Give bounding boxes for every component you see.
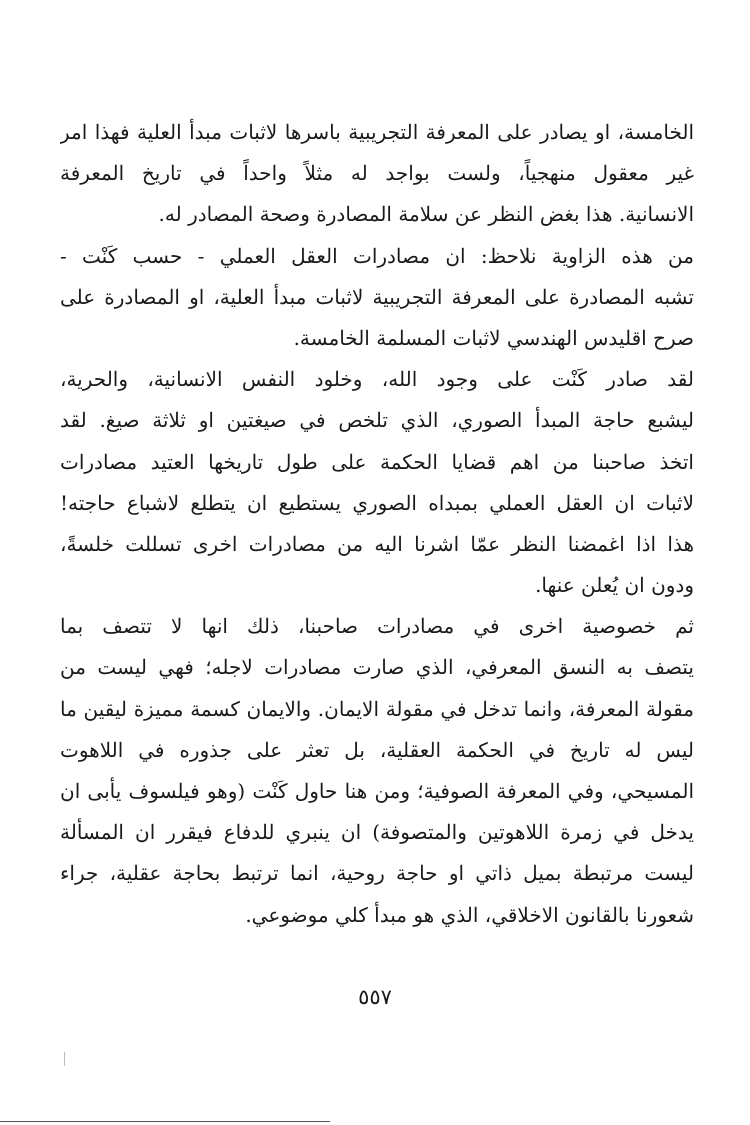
text-line: لقد صادر كَنْت على وجود الله، وخلود النفس الانسانية، والحرية، xyxy=(60,367,694,392)
text-line: ليس له تاريخ في الحكمة العقلية، بل تعثر على جذوره في اللاهوت xyxy=(60,737,694,762)
text-line: يدخل في زمرة اللاهوتين والمتصوفة) ان ينبري للدفاع فيقرر ان المسألة xyxy=(60,820,694,845)
text-line: الانسانية. هذا بغض النظر عن سلامة المصادرة وصحة المصادر له. xyxy=(158,202,694,227)
text-line: تشبه المصادرة على المعرفة التجريبية لاثبات مبدأ العلية، او المصادرة على xyxy=(60,284,694,309)
body-text xyxy=(60,112,694,936)
text-line: ثم خصوصية اخرى في مصادرات صاحبنا، ذلك انها لا تتصف بما xyxy=(60,614,694,639)
text-line: غير معقول منهجياً، ولست بواجد له مثلاً واحداً في تاريخ المعرفة xyxy=(60,161,694,186)
text-line: ليست مرتبطة بميل ذاتي او حاجة روحية، انما ترتبط بحاجة عقلية، جراء xyxy=(60,861,694,886)
text-line: هذا اذا اغمضنا النظر عمّا اشرنا اليه من مصادرات اخرى تسللت خلسةً، xyxy=(60,531,694,556)
text-line: الخامسة، او يصادر على المعرفة التجريبية باسرها لاثبات مبدأ العلية فهذا امر xyxy=(60,120,694,144)
text-line: مقولة المعرفة، وانما تدخل في مقولة الايمان. والايمان كسمة مميزة ليقين ما xyxy=(60,696,694,721)
text-line: من هذه الزاوية نلاحظ: ان مصادرات العقل العملي - حسب كَنْت - xyxy=(60,243,694,268)
text-line: صرح اقليدس الهندسي لاثبات المسلمة الخامسة. xyxy=(293,325,694,350)
page-number: ٥٥٧ xyxy=(358,985,392,1009)
text-line: ودون ان يُعلن عنها. xyxy=(535,573,694,598)
text-line: ليشبع حاجة المبدأ الصوري، الذي تلخص في صيغتين او ثلاثة صيغ. لقد xyxy=(60,408,694,433)
text-line: يتصف به النسق المعرفي، الذي صارت مصادرات لاجله؛ فهي ليست من xyxy=(60,655,694,680)
text-line: شعورنا بالقانون الاخلاقي، الذي هو مبدأ كلي موضوعي. xyxy=(245,902,694,927)
text-line: اتخذ صاحبنا من اهم قضايا الحكمة على طول تاريخها العتيد مصادرات xyxy=(60,449,694,474)
text-line: لاثبات ان العقل العملي بمبداه الصوري يستطيع ان يتطلع لاشباع حاجته! xyxy=(60,490,694,515)
text-line: المسيحي، وفي المعرفة الصوفية؛ ومن هنا حاول كَنْت (وهو فيلسوف يأبى ان xyxy=(60,779,694,803)
scan-edge-rule xyxy=(0,1121,330,1122)
scan-mark xyxy=(64,1052,65,1066)
